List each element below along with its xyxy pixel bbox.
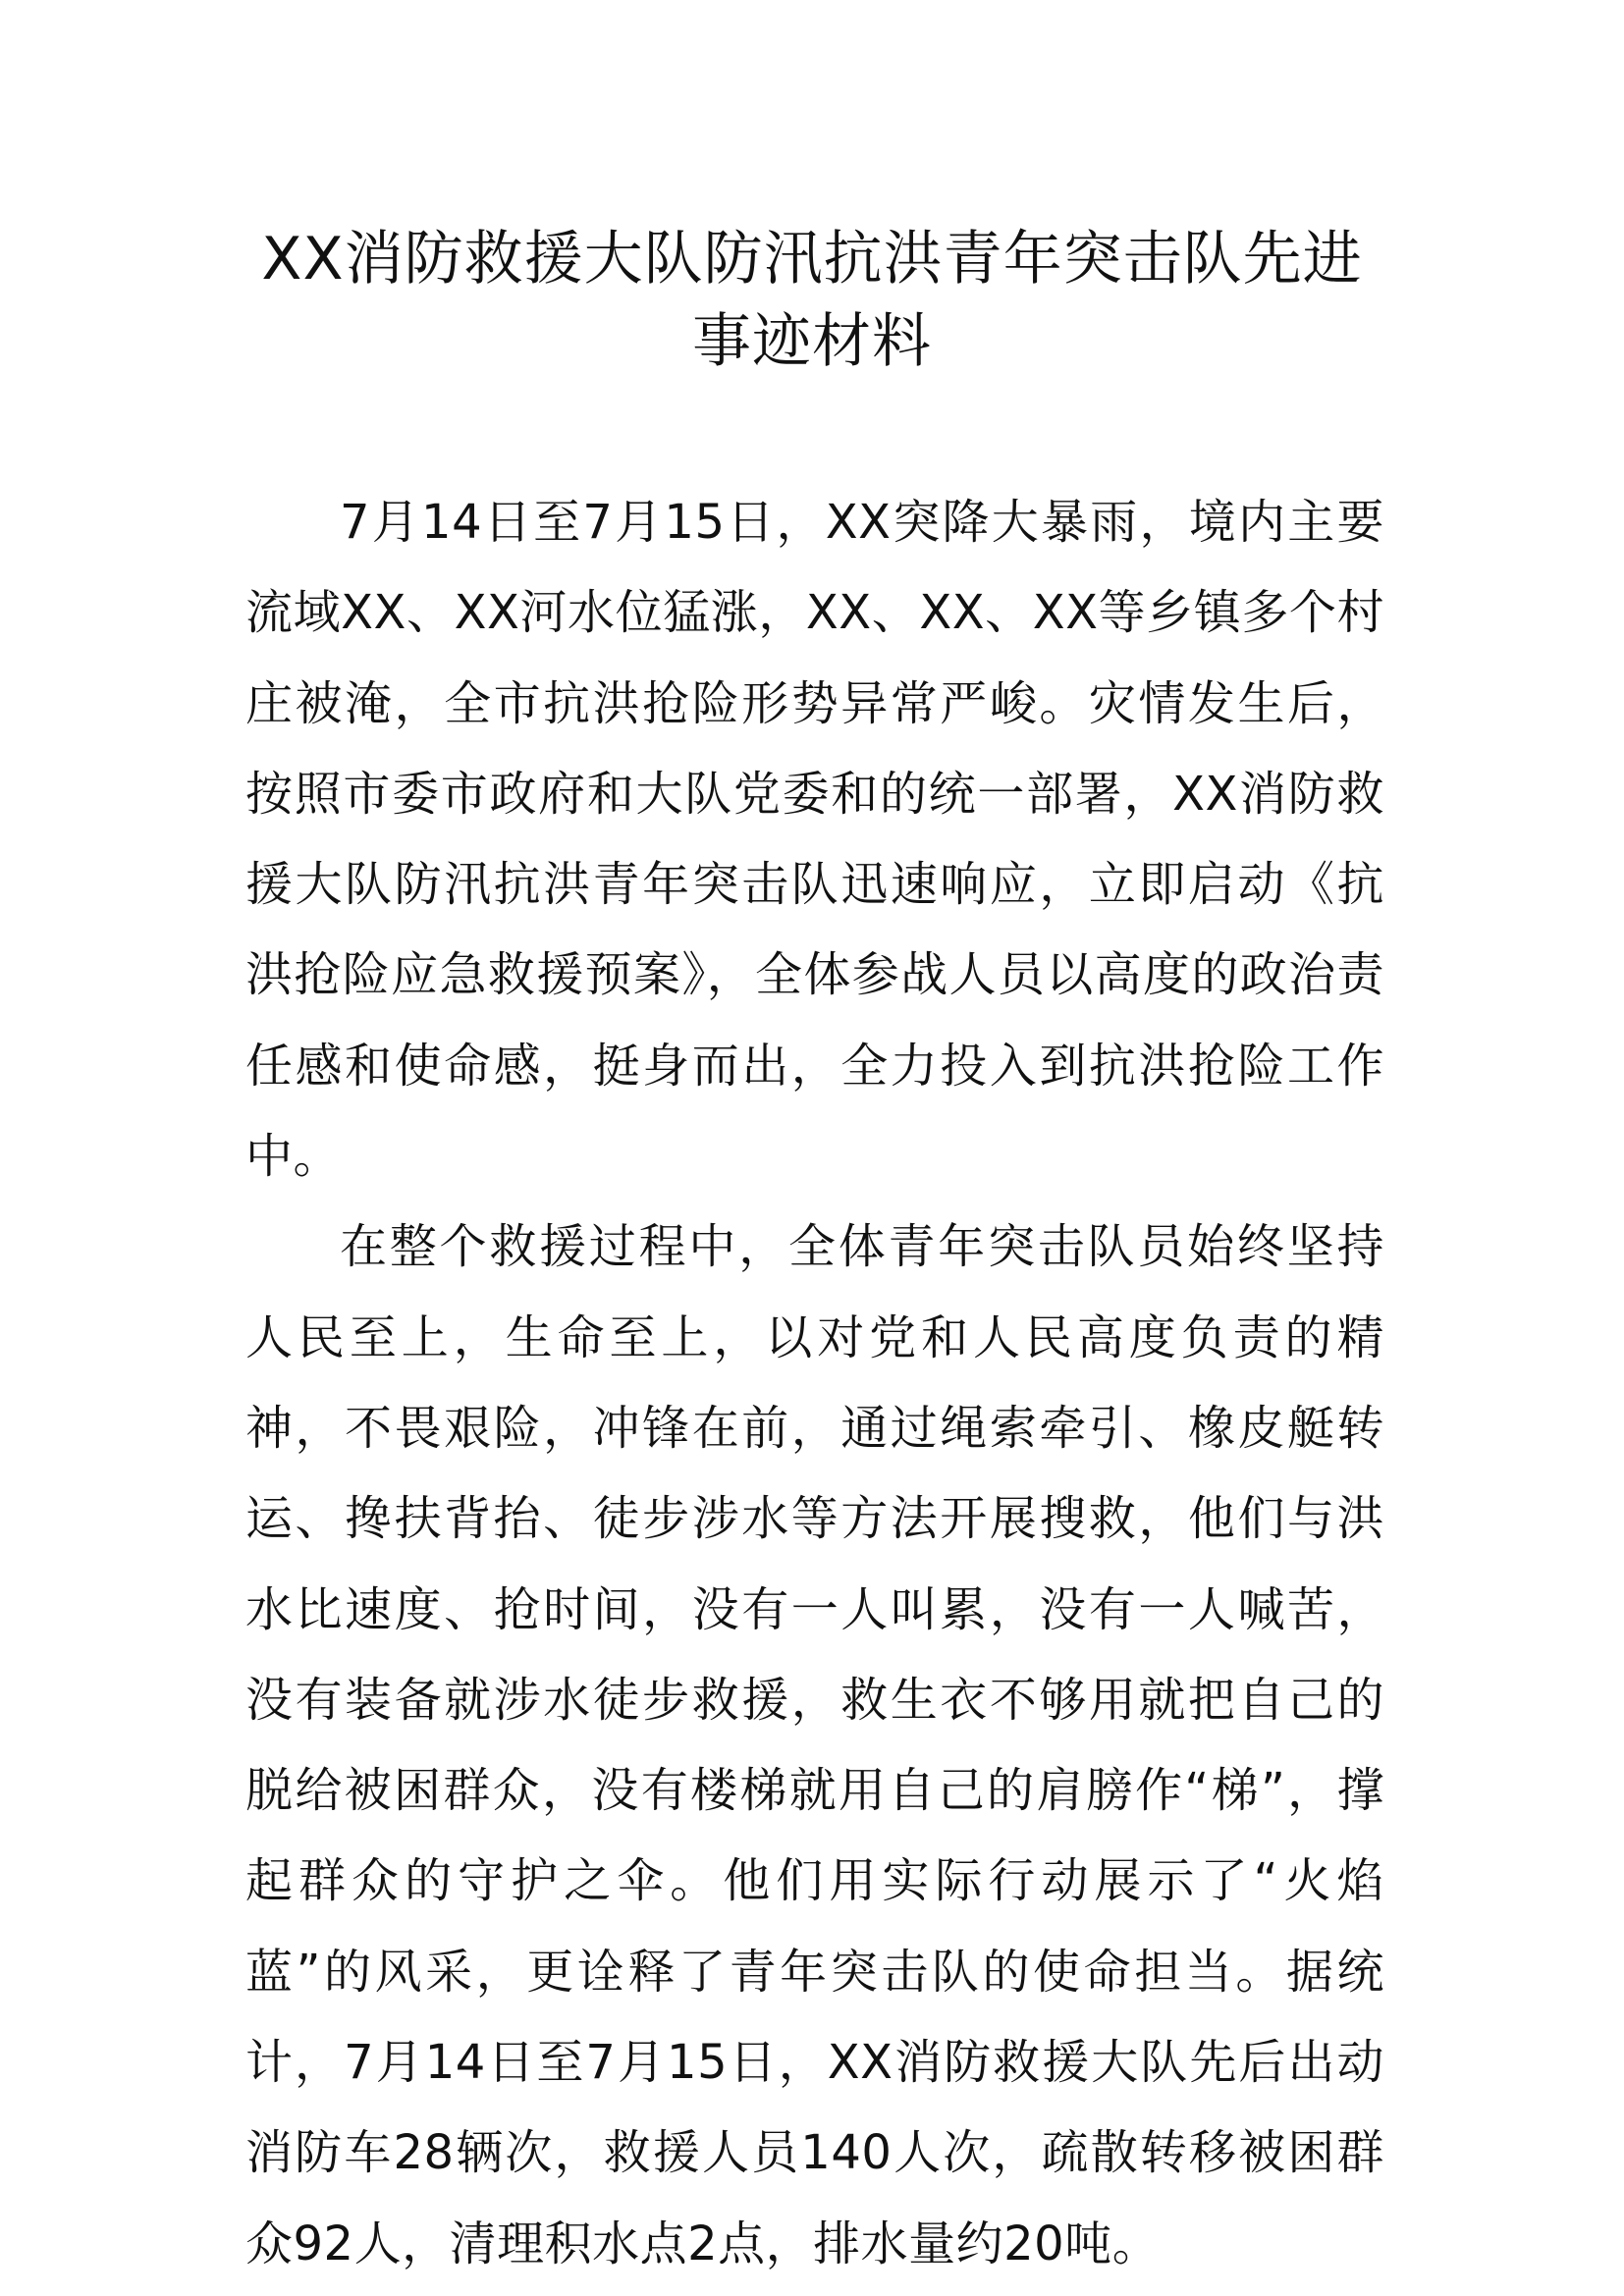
paragraph-1: 7月14日至7月15日，XX突降大暴雨，境内主要流域XX、XX河水位猛涨，XX、XX、XX等乡镇多个村庄被淹，全市抗洪抢险形势异常严峻。灾情发生后，按照市委市政府和大队党委和的统一部署，XX消防救援大队防汛抗洪青年突击队迅速响应，立即启动《抗洪抢险应急救援预案》，全体参战人员以高度的政治责任感和使命感，挺身而出，全力投入到抗洪抢险工作中。 — [245, 495, 1384, 1185]
paragraph-2: 在整个救援过程中，全体青年突击队员始终坚持人民至上，生命至上，以对党和人民高度负责的精神，不畏艰险，冲锋在前，通过绳索牵引、橡皮艇转运、搀扶背抬、徒步涉水等方法开展搜救，他们与洪水比速度、抢时间，没有一人叫累，没有一人喊苦，没有装备就涉水徒步救援，救生衣不够用就把自己的脱给被困群众，没有楼梯就用自己的肩膀作“梯”，撑起群众的守护之伞。他们用实际行动展示了“火焰蓝”的风采，更诠释了青年突击队的使命担当。据统计，7月14日至7月15日，XX消防救援大队先后出动消防车28辆次，救援人员140人次，疏散转移被困群众92人，清理积水点2点，排水量约20吨。 — [245, 1219, 1384, 2271]
document-title — [196, 218, 1428, 383]
title-line-2: 事迹材料 — [692, 307, 932, 376]
document-body — [245, 477, 1384, 2289]
title-line-1: XX消防救援大队防汛抗洪青年突击队先进 — [261, 225, 1363, 294]
